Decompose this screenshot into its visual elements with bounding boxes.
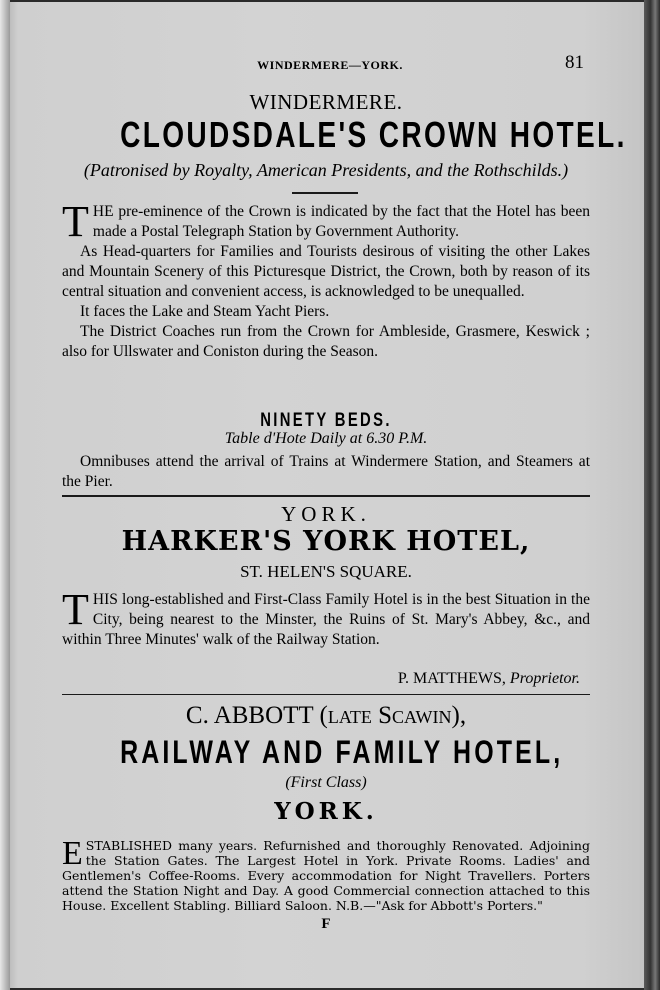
- dropcap-t: T: [62, 197, 89, 246]
- proprietor-title: Proprietor.: [509, 670, 580, 687]
- section-divider: [62, 694, 590, 695]
- crown-para-4: The District Coaches run from the Crown for Ambleside, Grasmere, Keswick ; also for Ullswater and Coniston during the Season.: [62, 323, 590, 360]
- page-left-edge: [0, 0, 10, 990]
- crown-para-1: HE pre-eminence of the Crown is indicated by the fact that the Hotel has been made a Postal Telegraph Station by Government Authority.: [92, 203, 590, 240]
- harker-proprietor: [62, 670, 590, 688]
- signature-mark: F: [321, 916, 331, 932]
- harker-para: HIS long-established and First-Class Family Hotel is in the best Situation in the City, being nearest to the Minster, the Ruins of St. Mary's Abbey, &c., and within Three Minutes' walk of the Railway Station.: [62, 591, 590, 648]
- harker-place: YORK.: [281, 502, 371, 526]
- abbott-owner: C. ABBOTT (late Scawin),: [185, 702, 467, 729]
- abbott-city: YORK.: [274, 798, 378, 825]
- harker-address: ST. HELEN'S SQUARE.: [240, 562, 412, 581]
- abbott-hotel-name: RAILWAY AND FAMILY HOTEL,: [120, 734, 564, 770]
- crown-beds: NINETY BEDS.: [260, 410, 392, 431]
- abbott-body: [62, 835, 590, 913]
- crown-table-dhote: Table d'Hote Daily at 6.30 P.M.: [224, 430, 428, 447]
- crown-omnibus: Omnibuses attend the arrival of Trains at Windermere Station, and Steamers at the Pier.: [62, 453, 590, 490]
- crown-hotel-name: CLOUDSDALE'S CROWN HOTEL.: [120, 114, 627, 155]
- proprietor-name: P. MATTHEWS,: [397, 670, 506, 687]
- crown-place: WINDERMERE.: [249, 90, 403, 114]
- crown-patronage: (Patronised by Royalty, American Presidents, and the Rothschilds.): [83, 160, 569, 180]
- short-divider: [292, 192, 358, 194]
- crown-para-3: It faces the Lake and Steam Yacht Piers.: [80, 303, 330, 320]
- dropcap-e: E: [62, 835, 83, 872]
- crown-para-2: As Head-quarters for Families and Tourists desirous of visiting the other Lakes and Mountain Scenery of this Picturesque District, the Crown, both by reason of its central situation and convenient access, is acknowledged to be unequalled.: [62, 243, 590, 300]
- section-divider: [62, 495, 590, 497]
- crown-body: [62, 197, 590, 362]
- abbott-class: (First Class): [285, 774, 367, 791]
- page-number: 81: [565, 52, 584, 73]
- dropcap-t: T: [62, 585, 89, 634]
- harker-hotel-name: HARKER'S YORK HOTEL,: [121, 526, 531, 557]
- book-spine-edge: [644, 0, 660, 990]
- harker-body: [62, 585, 590, 650]
- abbott-para: STABLISHED many years. Refurnished and thoroughly Renovated. Adjoining the Station Gates. The Largest Hotel in York. Private Rooms. Ladies' and Gentlemen's Coffee-Rooms. Every accommodation for Night Travellers. Porters attend the Station Night and Day. A good Commercial connection attached to this House. Excellent Stabling. Billiard Saloon. N.B.—"Ask for Abbott's Porters.": [62, 838, 590, 913]
- running-head: WINDERMERE—YORK.: [257, 58, 403, 72]
